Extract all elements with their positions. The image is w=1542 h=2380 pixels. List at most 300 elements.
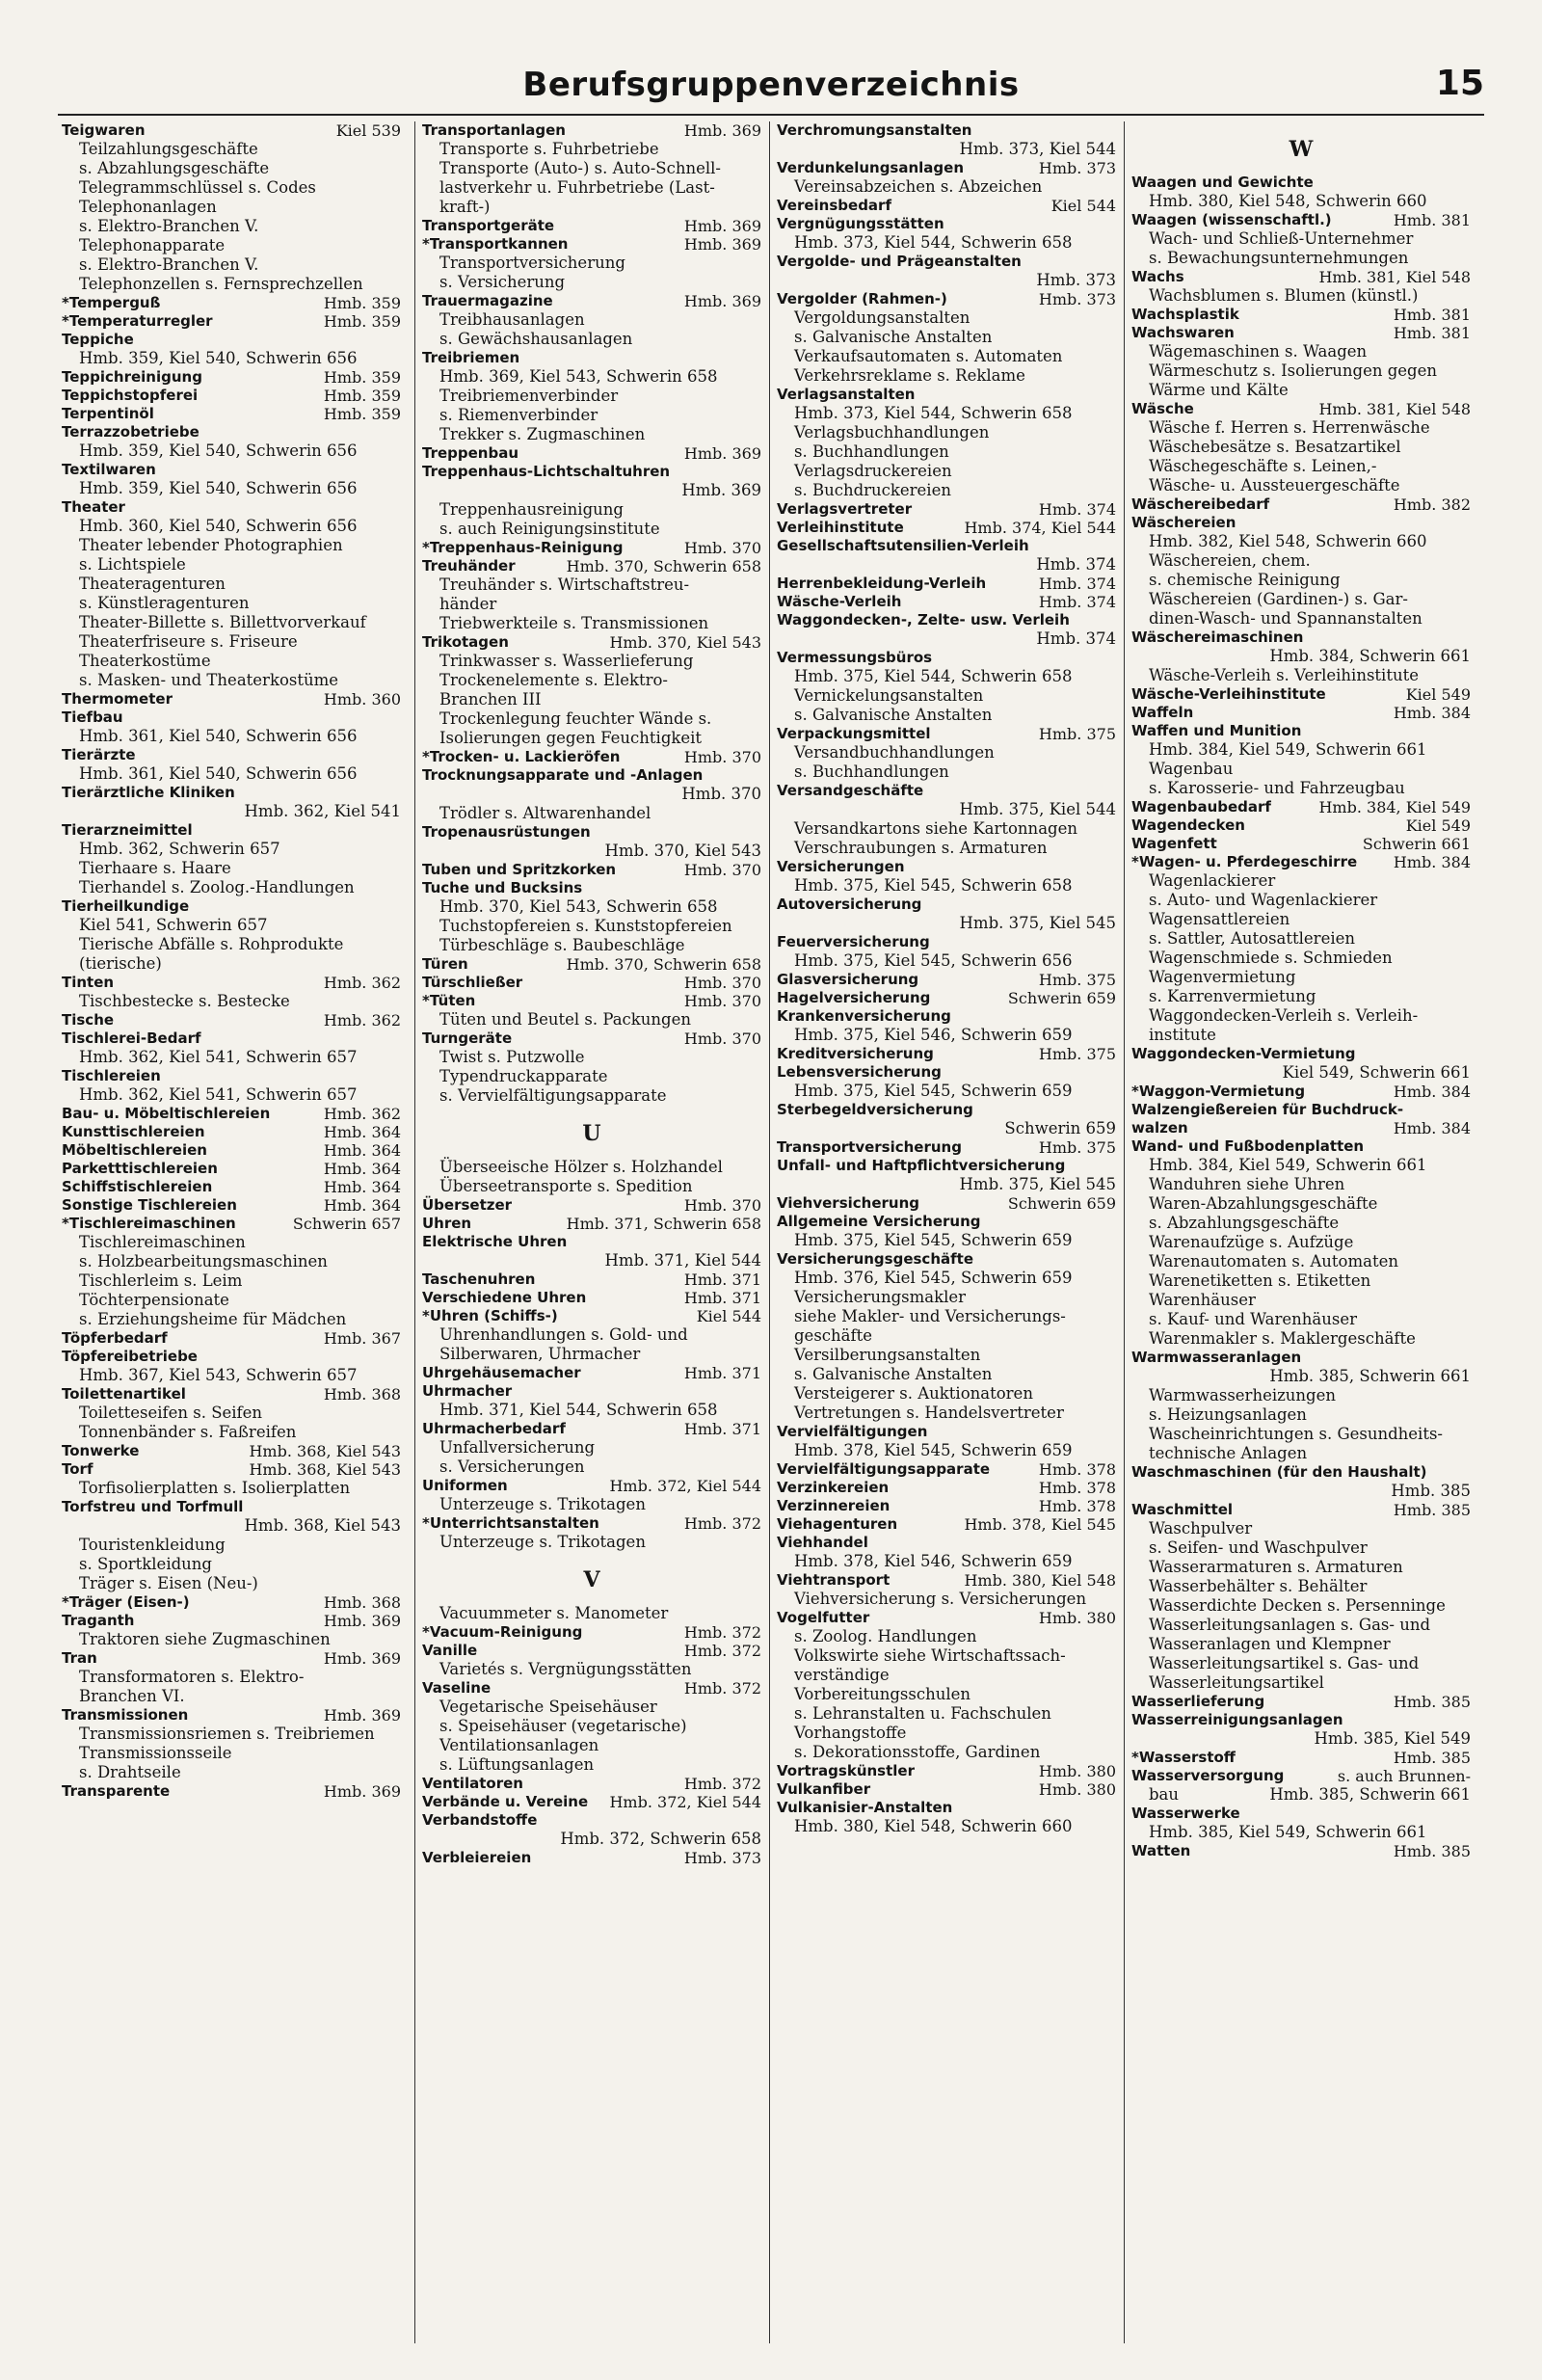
heading-text: Teppichreinigung xyxy=(62,368,202,386)
directory-heading xyxy=(62,784,401,802)
line-text: Versandkartons siehe Kartonnagen xyxy=(794,819,1077,838)
heading-reference: Hmb. 375 xyxy=(1038,1138,1116,1157)
directory-heading xyxy=(1131,1693,1471,1711)
heading-text: *Wagen- u. Pferdegeschirre xyxy=(1131,853,1358,870)
directory-heading xyxy=(422,823,761,842)
directory-heading xyxy=(62,746,401,764)
directory-heading xyxy=(777,1101,1116,1119)
line-text: bau xyxy=(1149,1785,1180,1804)
line-text: Teilzahlungsgeschäfte xyxy=(79,140,258,158)
directory-heading xyxy=(777,1007,1116,1026)
directory-line xyxy=(422,897,761,917)
line-text: Hmb. 385, Kiel 549, Schwerin 661 xyxy=(1149,1823,1427,1841)
line-text: Warenautomaten s. Automaten xyxy=(1149,1252,1398,1270)
heading-reference: Hmb. 373 xyxy=(1038,159,1116,177)
heading-reference: Hmb. 369 xyxy=(683,121,761,140)
line-text: Waren-Abzahlungsgeschäfte xyxy=(1149,1194,1378,1213)
directory-heading xyxy=(422,1270,761,1289)
heading-text: Verlagsvertreter xyxy=(777,500,913,518)
directory-line xyxy=(1131,1156,1471,1175)
column-4 xyxy=(1131,121,1471,2348)
line-text: s. Buchhandlungen xyxy=(794,762,949,781)
directory-line xyxy=(777,442,1116,462)
heading-reference: Kiel 539 xyxy=(335,121,401,140)
directory-line xyxy=(1131,1310,1471,1329)
directory-heading xyxy=(777,1479,1116,1497)
heading-text: Verbände u. Vereine xyxy=(422,1793,589,1810)
directory-heading xyxy=(1131,1045,1471,1063)
line-reference: Hmb. 385, Schwerin 661 xyxy=(1269,1785,1471,1804)
line-text: Hmb. 375, Kiel 545, Schwerin 656 xyxy=(794,951,1073,970)
heading-text: Wagendecken xyxy=(1131,816,1245,834)
line-text: siehe Makler- und Versicherungs- xyxy=(794,1307,1066,1325)
heading-text: Tropenausrüstungen xyxy=(422,823,591,841)
line-text: Tierhandel s. Zoolog.-Handlungen xyxy=(79,878,355,896)
line-text: Hmb. 385, Kiel 549 xyxy=(1314,1729,1471,1748)
heading-text: Tran xyxy=(62,1649,97,1667)
directory-heading xyxy=(422,1196,761,1215)
directory-line xyxy=(422,159,761,178)
heading-reference: Hmb. 370 xyxy=(683,539,761,557)
directory-heading xyxy=(62,1442,401,1460)
directory-heading xyxy=(62,1706,401,1725)
line-text: Theaterkostüme xyxy=(79,652,211,670)
directory-line xyxy=(422,367,761,387)
heading-reference: Hmb. 360 xyxy=(323,690,401,709)
directory-line xyxy=(422,709,761,729)
directory-line xyxy=(422,936,761,955)
heading-text: *Temperguß xyxy=(62,294,161,311)
directory-heading xyxy=(777,1609,1116,1627)
line-text: Transporte s. Fuhrbetriebe xyxy=(439,140,659,158)
directory-line xyxy=(62,1668,401,1687)
directory-line xyxy=(1131,1558,1471,1577)
line-text: Unterzeuge s. Trikotagen xyxy=(439,1495,646,1513)
line-text: Wasserleitungsartikel s. Gas- und xyxy=(1149,1654,1420,1672)
directory-line xyxy=(1131,1175,1471,1194)
heading-reference: Hmb. 385 xyxy=(1393,1842,1471,1860)
heading-text: Kunsttischlereien xyxy=(62,1123,205,1140)
heading-reference: Hmb. 362 xyxy=(323,974,401,992)
line-text: s. Buchdruckereien xyxy=(794,481,951,499)
directory-line xyxy=(1131,1616,1471,1635)
heading-text: Vortragskünstler xyxy=(777,1762,915,1779)
heading-text: Uniformen xyxy=(422,1477,508,1494)
directory-line xyxy=(62,1479,401,1498)
heading-text: Vervielfältigungen xyxy=(777,1423,928,1440)
directory-line xyxy=(777,481,1116,500)
heading-reference: Hmb. 370 xyxy=(683,1030,761,1048)
directory-line xyxy=(1131,551,1471,571)
line-text: s. auch Reinigungsinstitute xyxy=(439,520,660,538)
directory-line xyxy=(777,762,1116,782)
heading-text: Viehtransport xyxy=(777,1571,891,1589)
directory-line xyxy=(1131,1271,1471,1291)
directory-heading xyxy=(62,821,401,840)
line-text: Trinkwasser s. Wasserlieferung xyxy=(439,652,694,670)
directory-heading xyxy=(777,611,1116,629)
heading-text: *Uhren (Schiffs-) xyxy=(422,1307,558,1324)
line-text: Wärmeschutz s. Isolierungen gegen xyxy=(1149,361,1438,380)
directory-line xyxy=(62,1252,401,1271)
directory-line xyxy=(62,517,401,536)
directory-heading xyxy=(777,519,1116,537)
heading-text: Vergnügungsstätten xyxy=(777,215,944,232)
directory-line xyxy=(777,914,1116,933)
directory-heading xyxy=(777,575,1116,593)
directory-line xyxy=(422,1158,761,1177)
directory-heading xyxy=(422,1623,761,1642)
heading-reference: Hmb. 370 xyxy=(683,748,761,766)
line-text: Triebwerkteile s. Transmissionen xyxy=(439,614,709,632)
directory-heading xyxy=(777,159,1116,177)
line-text: Varietés s. Vergnügungsstätten xyxy=(439,1660,692,1678)
directory-line xyxy=(1131,286,1471,306)
directory-line xyxy=(1131,1425,1471,1444)
directory-line xyxy=(422,1086,761,1106)
directory-line xyxy=(1131,381,1471,400)
directory-line xyxy=(62,992,401,1011)
heading-reference: Hmb. 370 xyxy=(683,861,761,879)
line-text: s. Kauf- und Warenhäuser xyxy=(1149,1310,1357,1328)
directory-line xyxy=(1131,779,1471,798)
heading-text: Wasserversorgung xyxy=(1131,1767,1285,1784)
directory-line xyxy=(777,1552,1116,1571)
heading-text: Waffen und Munition xyxy=(1131,722,1302,739)
heading-reference: Hmb. 380, Kiel 548 xyxy=(964,1571,1116,1590)
directory-line xyxy=(1131,1635,1471,1654)
line-text: Warenetiketten s. Etiketten xyxy=(1149,1271,1371,1290)
line-text: Töchterpensionate xyxy=(79,1291,229,1309)
directory-heading xyxy=(777,215,1116,233)
heading-text: *Träger (Eisen-) xyxy=(62,1593,190,1611)
heading-reference: Hmb. 381 xyxy=(1393,306,1471,324)
directory-line xyxy=(777,686,1116,706)
line-text: Tischbestecke s. Bestecke xyxy=(79,992,290,1010)
directory-line xyxy=(777,819,1116,839)
line-text: s. Auto- und Wagenlackierer xyxy=(1149,891,1378,909)
heading-text: Herrenbekleidung-Verleih xyxy=(777,575,987,592)
directory-line xyxy=(777,1704,1116,1724)
line-text: Treibriemenverbinder xyxy=(439,387,619,405)
directory-line xyxy=(1131,929,1471,949)
line-text: Überseetransporte s. Spedition xyxy=(439,1177,693,1195)
heading-text: Wasserreinigungsanlagen xyxy=(1131,1711,1343,1728)
line-text: Unterzeuge s. Trikotagen xyxy=(439,1533,646,1551)
heading-reference: Hmb. 384 xyxy=(1393,1119,1471,1137)
directory-line xyxy=(1131,760,1471,779)
directory-heading xyxy=(1131,1101,1471,1119)
directory-line xyxy=(422,1401,761,1420)
line-text: Hmb. 362, Kiel 541 xyxy=(244,802,401,820)
heading-text: Transparente xyxy=(62,1782,171,1800)
heading-text: *Transportkannen xyxy=(422,235,569,253)
directory-line xyxy=(62,1516,401,1536)
directory-line xyxy=(422,425,761,444)
directory-heading xyxy=(777,1194,1116,1213)
directory-line xyxy=(422,273,761,292)
directory-line xyxy=(1131,647,1471,666)
line-text: s. Sportkleidung xyxy=(79,1555,212,1573)
directory-heading xyxy=(1131,174,1471,192)
heading-text: Bau- u. Möbeltischlereien xyxy=(62,1105,271,1122)
line-text: Hmb. 361, Kiel 540, Schwerin 656 xyxy=(79,727,358,745)
line-text: Transportversicherung xyxy=(439,254,625,272)
directory-line xyxy=(777,1627,1116,1646)
line-text: Hmb. 360, Kiel 540, Schwerin 656 xyxy=(79,517,358,535)
directory-line xyxy=(62,349,401,368)
heading-text: Sterbegeldversicherung xyxy=(777,1101,973,1118)
heading-reference: Hmb. 362 xyxy=(323,1105,401,1123)
directory-line xyxy=(777,1743,1116,1762)
line-text: Wanduhren siehe Uhren xyxy=(1149,1175,1345,1193)
line-text: Hmb. 369 xyxy=(681,481,761,499)
heading-text: Sonstige Tischlereien xyxy=(62,1196,237,1214)
line-text: Hmb. 374 xyxy=(1036,555,1116,574)
directory-heading xyxy=(422,748,761,766)
heading-text: *Vacuum-Reinigung xyxy=(422,1623,583,1641)
directory-heading xyxy=(1131,1767,1471,1785)
directory-heading xyxy=(62,1782,401,1801)
heading-reference: Hmb. 381, Kiel 548 xyxy=(1318,268,1471,286)
line-text: Hmb. 375, Kiel 545, Schwerin 659 xyxy=(794,1082,1073,1100)
heading-reference: Hmb. 381 xyxy=(1393,211,1471,229)
heading-text: Wäsche xyxy=(1131,400,1194,417)
directory-line xyxy=(62,555,401,575)
heading-text: Vulkanisier-Anstalten xyxy=(777,1799,953,1816)
directory-line xyxy=(1131,457,1471,476)
directory-line xyxy=(777,347,1116,366)
heading-reference: Hmb. 370 xyxy=(683,992,761,1010)
directory-line xyxy=(422,520,761,539)
heading-text: Wagenbaubedarf xyxy=(1131,798,1271,816)
line-text: Hmb. 382, Kiel 548, Schwerin 660 xyxy=(1149,532,1427,550)
line-text: Hmb. 369, Kiel 543, Schwerin 658 xyxy=(439,367,718,386)
directory-line xyxy=(1131,1519,1471,1538)
directory-heading xyxy=(777,1138,1116,1157)
heading-text: Tuche und Bucksins xyxy=(422,879,583,896)
directory-heading xyxy=(777,1571,1116,1590)
directory-heading xyxy=(422,1679,761,1698)
directory-line xyxy=(1131,891,1471,910)
heading-text: Trocknungsapparate und -Anlagen xyxy=(422,766,704,784)
line-text: Hmb. 368, Kiel 543 xyxy=(244,1516,401,1535)
heading-text: Parketttischlereien xyxy=(62,1160,218,1177)
heading-reference: Hmb. 370 xyxy=(683,974,761,992)
page-title: Berufsgruppenverzeichnis xyxy=(522,66,1020,104)
line-text: Hmb. 378, Kiel 546, Schwerin 659 xyxy=(794,1552,1073,1570)
line-text: Typendruckapparate xyxy=(439,1067,608,1085)
heading-text: Gesellschaftsutensilien-Verleih xyxy=(777,537,1029,554)
heading-text: Krankenversicherung xyxy=(777,1007,951,1025)
heading-text: Waagen und Gewichte xyxy=(1131,174,1314,191)
section-letter: V xyxy=(583,1567,600,1592)
heading-reference: Hmb. 364 xyxy=(323,1178,401,1196)
heading-text: Wagenfett xyxy=(1131,835,1217,852)
directory-heading xyxy=(422,557,761,575)
line-text: Hmb. 375, Kiel 545 xyxy=(959,1175,1116,1193)
line-text: Hmb. 378, Kiel 545, Schwerin 659 xyxy=(794,1441,1073,1459)
directory-heading xyxy=(62,1215,401,1233)
heading-text: Verbleiereien xyxy=(422,1849,532,1866)
directory-line xyxy=(62,1404,401,1423)
line-text: s. Buchhandlungen xyxy=(794,442,949,461)
directory-line xyxy=(1131,1214,1471,1233)
line-text: Theateragenturen xyxy=(79,575,226,593)
directory-heading xyxy=(422,955,761,974)
directory-heading xyxy=(62,1123,401,1141)
line-text: Isolierungen gegen Feuchtigkeit xyxy=(439,729,703,747)
line-text: Wagensattlereien xyxy=(1149,910,1290,928)
directory-line xyxy=(422,1533,761,1552)
heading-text: Tischlerei-Bedarf xyxy=(62,1030,201,1047)
directory-line xyxy=(62,1555,401,1574)
line-text: s. Dekorationsstoffe, Gardinen xyxy=(794,1743,1041,1761)
heading-text: Wasserwerke xyxy=(1131,1805,1240,1822)
directory-heading xyxy=(62,498,401,517)
directory-line xyxy=(777,876,1116,896)
heading-text: Vervielfältigungsapparate xyxy=(777,1460,991,1478)
line-text: Hmb. 370 xyxy=(681,785,761,803)
heading-text: Verchromungsanstalten xyxy=(777,121,972,139)
heading-reference: Hmb. 364 xyxy=(323,1160,401,1178)
directory-heading xyxy=(777,1423,1116,1441)
heading-reference: Schwerin 659 xyxy=(1007,989,1116,1007)
heading-text: Watten xyxy=(1131,1842,1191,1859)
directory-heading xyxy=(1131,306,1471,324)
heading-text: Transmissionen xyxy=(62,1706,189,1724)
directory-line xyxy=(1131,1729,1471,1749)
line-text: Hmb. 372, Schwerin 658 xyxy=(560,1830,761,1848)
directory-line xyxy=(1131,968,1471,987)
directory-heading xyxy=(777,1045,1116,1063)
heading-text: Tierarzneimittel xyxy=(62,821,193,839)
line-text: Wasserdichte Decken s. Persenninge xyxy=(1149,1596,1446,1615)
line-text: Theater lebender Photographien xyxy=(79,536,343,554)
directory-heading xyxy=(422,121,761,140)
heading-text: Wäschereimaschinen xyxy=(1131,628,1304,646)
directory-line xyxy=(62,255,401,275)
directory-line xyxy=(62,1048,401,1067)
heading-text: Teigwaren xyxy=(62,121,146,139)
heading-reference: Kiel 549 xyxy=(1405,685,1471,704)
directory-heading xyxy=(422,879,761,897)
line-text: Wäschereien (Gardinen-) s. Gar- xyxy=(1149,590,1408,608)
line-text: Tuchstopfereien s. Kunststopfereien xyxy=(439,917,732,935)
line-text: s. Speisehäuser (vegetarische) xyxy=(439,1717,687,1735)
heading-text: Treibriemen xyxy=(422,349,520,366)
line-text: Wagenschmiede s. Schmieden xyxy=(1149,949,1393,967)
directory-line xyxy=(1131,1026,1471,1045)
directory-line xyxy=(777,308,1116,328)
directory-line xyxy=(422,690,761,709)
heading-reference: Hmb. 374, Kiel 544 xyxy=(964,519,1116,537)
line-text: Telephonanlagen xyxy=(79,198,217,216)
directory-line xyxy=(62,1687,401,1706)
directory-line xyxy=(1131,438,1471,457)
directory-heading xyxy=(777,1762,1116,1780)
directory-line xyxy=(1131,571,1471,590)
line-text: Wäschebesätze s. Besatzartikel xyxy=(1149,438,1401,456)
heading-text: Warmwasseranlagen xyxy=(1131,1349,1302,1366)
directory-line xyxy=(422,652,761,671)
directory-heading xyxy=(1131,1501,1471,1519)
heading-text: Hagelversicherung xyxy=(777,989,931,1006)
directory-line xyxy=(422,1604,761,1623)
heading-text: Viehagenturen xyxy=(777,1515,898,1533)
line-text: s. Lüftungsanlagen xyxy=(439,1755,595,1774)
heading-reference: Hmb. 369 xyxy=(683,235,761,254)
line-text: Wäschereien, chem. xyxy=(1149,551,1311,570)
directory-line xyxy=(777,177,1116,197)
line-text: Vorhangstoffe xyxy=(794,1724,907,1742)
heading-text: Torf xyxy=(62,1460,93,1478)
header-rule xyxy=(58,114,1484,116)
heading-text: Teppichstopferei xyxy=(62,387,199,404)
heading-text: Allgemeine Versicherung xyxy=(777,1213,981,1230)
line-text: Wasserleitungsanlagen s. Gas- und xyxy=(1149,1616,1431,1634)
heading-reference: Hmb. 378 xyxy=(1038,1497,1116,1515)
line-text: Hmb. 362, Kiel 541, Schwerin 657 xyxy=(79,1085,358,1104)
heading-text: Tuben und Spritzkorken xyxy=(422,861,617,878)
line-text: Tierische Abfälle s. Rohprodukte xyxy=(79,935,344,953)
directory-line xyxy=(62,1763,401,1782)
heading-text: Ventilatoren xyxy=(422,1775,523,1792)
heading-reference: Hmb. 370, Schwerin 658 xyxy=(566,557,761,575)
heading-reference: Hmb. 359 xyxy=(323,312,401,331)
line-text: s. Seifen- und Waschpulver xyxy=(1149,1538,1368,1557)
directory-heading xyxy=(1131,1349,1471,1367)
directory-line xyxy=(1131,590,1471,609)
heading-reference: Hmb. 385 xyxy=(1393,1501,1471,1519)
line-text: Wagenbau xyxy=(1149,760,1234,778)
directory-line xyxy=(777,629,1116,649)
line-text: Theater-Billette s. Billettvorverkauf xyxy=(79,613,366,631)
heading-reference: Hmb. 380 xyxy=(1038,1609,1116,1627)
directory-heading xyxy=(777,1157,1116,1175)
directory-heading xyxy=(62,1498,401,1516)
heading-reference: Hmb. 381 xyxy=(1393,324,1471,342)
line-text: Wascheinrichtungen s. Gesundheits- xyxy=(1149,1425,1444,1443)
line-text: s. Vervielfältigungsapparate xyxy=(439,1086,667,1105)
directory-line xyxy=(1131,910,1471,929)
directory-heading xyxy=(422,1642,761,1660)
line-text: s. Versicherungen xyxy=(439,1457,585,1476)
line-text: Twist s. Putzwolle xyxy=(439,1048,585,1066)
directory-heading xyxy=(62,294,401,312)
heading-reference: Kiel 544 xyxy=(1050,197,1116,215)
line-text: Hmb. 375, Kiel 544 xyxy=(959,800,1116,818)
line-text: Tischlerleim s. Leim xyxy=(79,1271,243,1290)
heading-text: Wäschereibedarf xyxy=(1131,495,1270,513)
page-number: 15 xyxy=(1435,64,1484,103)
heading-text: Lebensversicherung xyxy=(777,1063,942,1081)
line-text: s. Riemenverbinder xyxy=(439,406,598,424)
line-text: Wasserleitungsartikel xyxy=(1149,1673,1324,1692)
directory-heading xyxy=(62,121,401,140)
heading-reference: Hmb. 367 xyxy=(323,1329,401,1348)
heading-text: Tiefbau xyxy=(62,709,123,726)
line-text: Tüten und Beutel s. Packungen xyxy=(439,1010,691,1029)
heading-text: Wachsplastik xyxy=(1131,306,1239,323)
heading-reference: Hmb. 370, Kiel 543 xyxy=(609,633,761,652)
heading-text: Verzinnereien xyxy=(777,1497,891,1514)
heading-text: Töpferbedarf xyxy=(62,1329,168,1347)
page-header xyxy=(58,60,1484,118)
line-text: s. Drahtseile xyxy=(79,1763,181,1781)
heading-text: Vergolde- und Prägeanstalten xyxy=(777,253,1022,270)
directory-line xyxy=(422,1717,761,1736)
